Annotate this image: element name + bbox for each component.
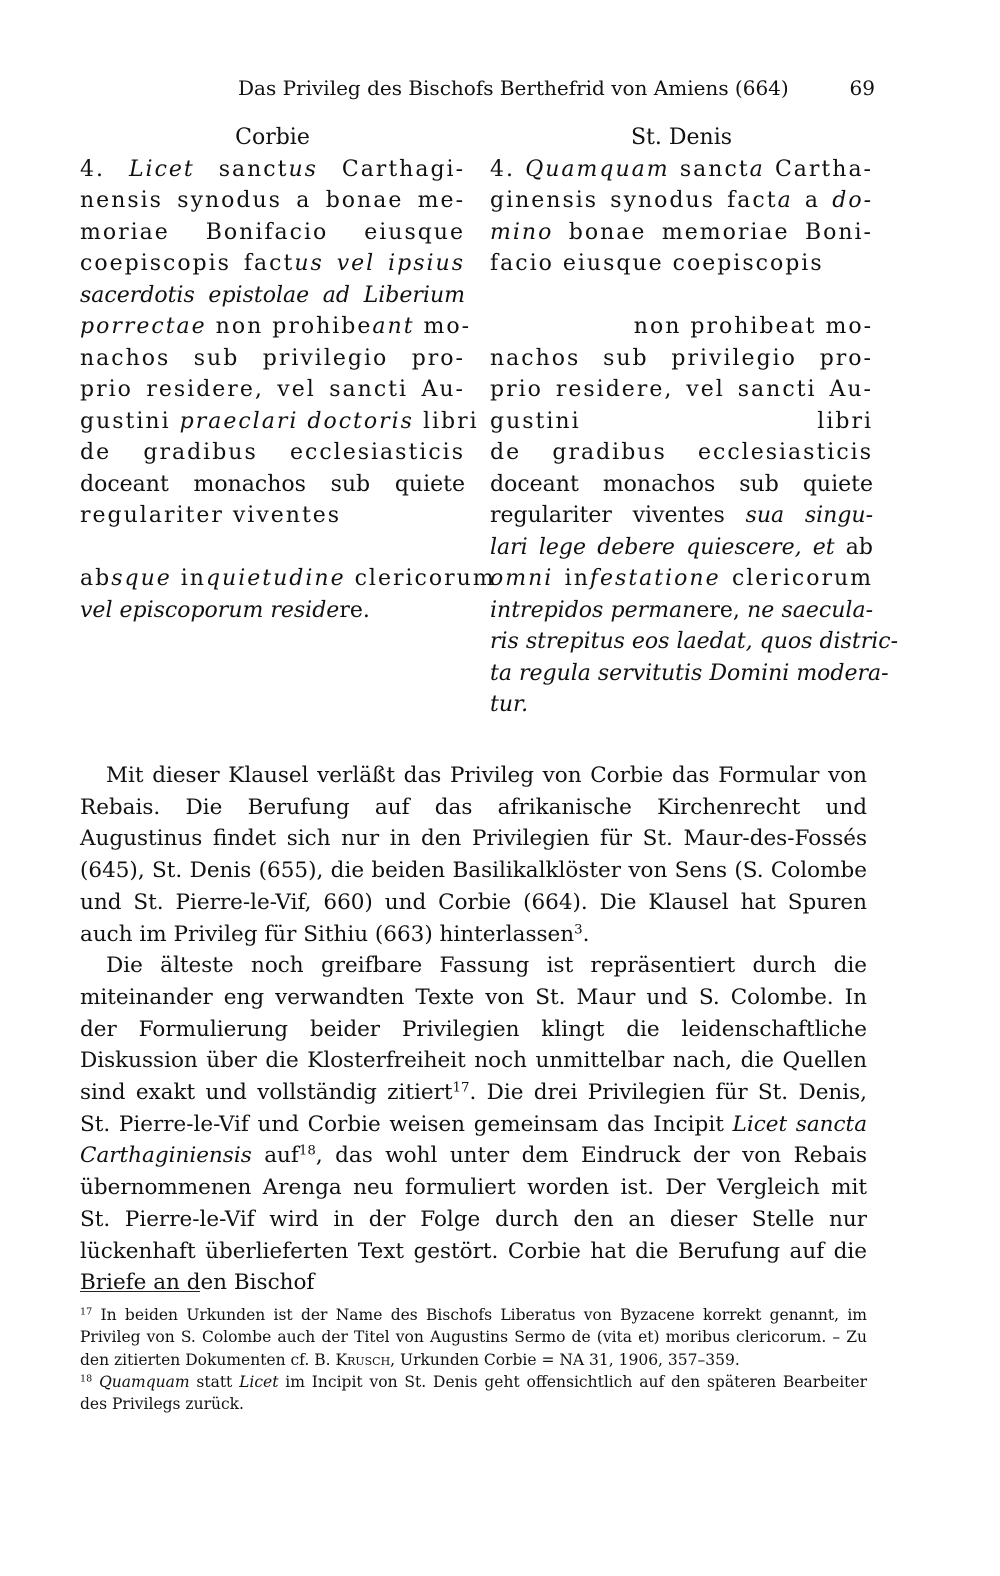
corbie-line-4: coepiscopis factus vel ipsius <box>80 251 466 276</box>
running-title: Das Privileg des Bischofs Berthefrid von Amiens (664) <box>238 76 789 100</box>
denis-line-11: doceant monachos sub quiete <box>490 471 873 497</box>
corbie-line-10: de gradibus ecclesiasticis <box>80 440 465 465</box>
denis-line-6: non prohibeat mo- <box>633 314 873 339</box>
denis-gap <box>490 280 873 312</box>
footnote-17-number: 17 <box>80 1306 93 1318</box>
corbie-line-8: prio residere, vel sancti Au- <box>80 377 465 402</box>
denis-line-3: mino bonae memoriae Boni- <box>490 219 873 245</box>
p1-end: . <box>582 921 590 947</box>
denis-line-4: facio eiusque coepiscopis <box>490 251 824 276</box>
footnote-18 <box>80 1371 867 1416</box>
corbie-line-5: sacerdotis epistolae ad Liberium <box>80 282 465 308</box>
denis-line-17: ta regula servitutis Domini modera- <box>490 660 889 686</box>
page-number: 69 <box>849 76 875 100</box>
p2-text-d: , das wohl unter dem Eindruck der von Rebais übernommenen Arenga neu formuliert worden ist. Der Vergleich mit St. Pierre-le-Vif wird in der Folge durch den an dieser Stelle nur lückenhaft überlieferten Text gestört. Corbie hat die Berufung auf die Briefe an den Bischof <box>80 1143 867 1296</box>
footnote-17-text: In beiden Urkunden ist der Name des Bischofs Liberatus von Byzacene korrekt genannt, im Privileg von S. Colombe auch der Titel von Augustins Sermo de (vita et) moribus clericorum. – Zu den zitierten Dokumenten cf. B. <box>80 1306 867 1369</box>
running-header <box>80 70 875 106</box>
p2-text-a: Die älteste noch greifbare Fassung ist repräsentiert durch die miteinander eng verwandten Texte von St. Maur und S. Colombe. In der Formulierung beider Privilegien klingt die leidenschaftliche Diskussion über die Klosterfreiheit noch unmittelbar nach, die Quellen sind exakt und vollständig zitiert <box>80 953 867 1106</box>
footnote-ref-17: 17 <box>452 1080 470 1096</box>
corbie-column <box>80 122 496 626</box>
corbie-line-7: nachos sub privilegio pro- <box>80 345 465 371</box>
denis-line-9: gustini libri <box>490 408 873 434</box>
corbie-line-6: porrectae non prohibeant mo- <box>80 314 472 339</box>
footnote-17 <box>80 1304 867 1371</box>
footnotes <box>80 1304 867 1415</box>
footnote-18-text-a: statt <box>189 1372 240 1391</box>
corbie-line-11: doceant monachos sub quiete <box>80 471 465 497</box>
denis-line-15: intrepidos permanere, ne saecula- <box>490 597 874 623</box>
footnote-divider <box>80 1291 200 1292</box>
denis-line-14: omni infestatione clericorum <box>490 566 873 591</box>
denis-line-1: 4. Quamquam sancta Cartha- <box>490 156 873 182</box>
footnote-18-quamquam: Quamquam <box>99 1372 190 1391</box>
corbie-line-9: gustini praeclari doctoris libri <box>80 408 479 434</box>
footnote-18-text-b: im Incipit von St. Denis geht offensichtlich auf den späteren Bearbeiter des Privilegs zurück. <box>80 1372 867 1414</box>
corbie-line-15: vel episcoporum residere. <box>80 597 370 623</box>
footnote-17-end: , Urkunden Corbie = NA 31, 1906, 357–359. <box>390 1350 740 1369</box>
column-heading-st-denis: St. Denis <box>630 125 733 150</box>
footnote-ref-18: 18 <box>298 1144 316 1160</box>
corbie-line-1: 4. Licet sanctus Carthagi- <box>80 156 466 182</box>
corbie-line-2: nensis synodus a bonae me- <box>80 188 465 213</box>
p2-text-c: auf <box>251 1143 299 1169</box>
denis-line-16: ris strepitus eos laedat, quos distric- <box>490 629 898 654</box>
incipit-quote: Licet sancta Carthaginiensis <box>80 1111 868 1169</box>
denis-line-2: ginensis synodus facta a do- <box>490 188 873 213</box>
footnote-18-number: 18 <box>80 1373 93 1385</box>
denis-line-18: tur. <box>490 692 529 717</box>
corbie-line-3: moriae Bonifacio eiusque <box>80 219 465 245</box>
denis-line-13: lari lege debere quiescere, et ab <box>490 534 873 560</box>
body-paragraph-1 <box>80 760 867 950</box>
denis-line-8: prio residere, vel sancti Au- <box>490 377 873 402</box>
body-paragraph-2 <box>80 950 867 1299</box>
corbie-line-14: absque inquietudine clericorum <box>80 566 496 591</box>
p1-text: Mit dieser Klausel verläßt das Privileg von Corbie das Formular von Rebais. Die Berufung auf das afrikanische Kirchenrecht und Augustinus findet sich nur in den Privilegien für St. Maur-des-Fossés (645), St. Denis (655), die beiden Basilikalklöster von Sens (S. Colombe und St. Pierre-le-Vif, 660) und Corbie (664). Die Klausel hat Spuren auch im Privileg für Sithiu (663) hinterlassen <box>80 763 867 947</box>
author-name: Krusch <box>335 1350 391 1369</box>
footnote-18-licet: Licet <box>239 1372 279 1391</box>
st-denis-column <box>490 122 898 721</box>
corbie-line-12: regulariter viventes <box>80 503 342 528</box>
corbie-gap <box>80 532 465 564</box>
column-heading-corbie: Corbie <box>235 125 310 150</box>
p2-text-b: . Die drei Privilegien für St. Denis, St. Pierre-le-Vif und Corbie weisen gemeinsam das Incipit <box>80 1080 868 1137</box>
body-text <box>80 760 867 1299</box>
denis-line-7: nachos sub privilegio pro- <box>490 345 873 371</box>
denis-line-12: regulariter viventes sua singu- <box>490 503 873 528</box>
denis-line-10: de gradibus ecclesiasticis <box>490 440 873 465</box>
footnote-ref-3: 3 <box>574 922 583 938</box>
